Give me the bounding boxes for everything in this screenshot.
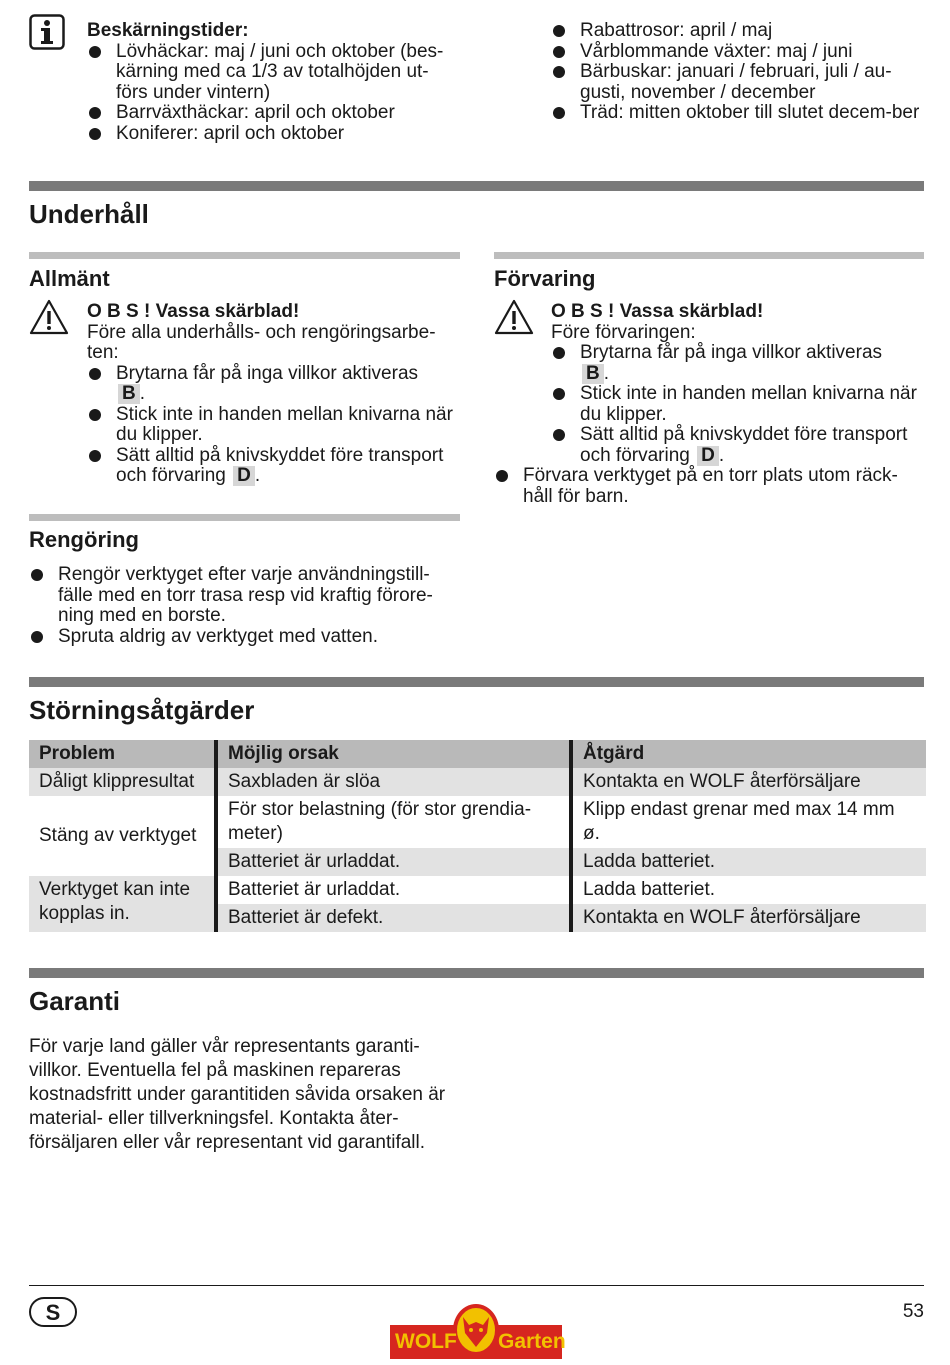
item-text: Sätt alltid på knivskyddet före transport och förvaring bbox=[580, 424, 908, 466]
item-text: Brytarna får på inga villkor aktiveras bbox=[580, 342, 883, 363]
forvaring-content bbox=[551, 302, 926, 466]
garanti-text: För varje land gäller vår representants garanti-villkor. Eventuella fel på maskinen repareras kostnadsfritt under garantitiden såvida orsaken är material- eller tillverkningsfel. Kontakta åter-försäljaren eller vår representant vid garantifall. bbox=[29, 1036, 446, 1153]
list-item: Rabattrosor: april / maj bbox=[551, 21, 926, 42]
cause-cell: För stor belastning (för stor grendia-meter) bbox=[216, 796, 571, 848]
subsection-title-rengoring: Rengöring bbox=[29, 527, 139, 552]
allmant-content bbox=[87, 302, 462, 487]
item-text: Sätt alltid på knivskyddet före transport och förvaring bbox=[116, 444, 444, 486]
forvaring-list bbox=[551, 343, 926, 466]
cause-cell: Batteriet är defekt. bbox=[216, 904, 571, 932]
action-cell: Kontakta en WOLF återförsäljare bbox=[571, 904, 926, 932]
list-item: Rengör verktyget efter varje användningstill-fälle med en torr trasa resp vid kraftig förore-ning med en borste. bbox=[29, 565, 462, 627]
warning-text: O B S ! Vassa skärblad! bbox=[551, 301, 764, 322]
section-rule bbox=[29, 968, 924, 978]
footer-rule bbox=[29, 1285, 924, 1286]
action-cell: Ladda batteriet. bbox=[571, 876, 926, 904]
warning-icon bbox=[494, 299, 534, 335]
table-row bbox=[29, 796, 926, 848]
language-badge bbox=[29, 1297, 77, 1327]
subsection-title-forvaring: Förvaring bbox=[494, 266, 596, 291]
figure-ref: D bbox=[697, 446, 719, 466]
logo-emblem bbox=[452, 1303, 500, 1357]
list-item: Förvara verktyget på en torr plats utom räck-håll för barn. bbox=[494, 466, 926, 507]
subsection-title-allmant: Allmänt bbox=[29, 266, 110, 291]
list-item: Koniferer: april och oktober bbox=[87, 124, 467, 145]
list-item: Vårblommande växter: maj / juni bbox=[551, 42, 926, 63]
problem-cell: Verktyget kan inte kopplas in. bbox=[29, 876, 216, 932]
pruning-times-left bbox=[87, 21, 467, 144]
section-rule bbox=[29, 677, 924, 687]
action-cell: Kontakta en WOLF återförsäljare bbox=[571, 768, 926, 796]
list-item: Barrväxthäckar: april och oktober bbox=[87, 103, 467, 124]
list-item: Lövhäckar: maj / juni och oktober (bes-kärning med ca 1/3 av totalhöjden ut-förs under vintern) bbox=[87, 42, 446, 104]
list-item: Spruta aldrig av verktyget med vatten. bbox=[29, 627, 462, 648]
list-item: Träd: mitten oktober till slutet decem-ber bbox=[551, 103, 926, 124]
logo-text-left: WOLF bbox=[395, 1330, 457, 1353]
problem-cell: Stäng av verktyget bbox=[39, 825, 197, 846]
cause-cell: Batteriet är urladdat. bbox=[216, 876, 571, 904]
forvaring-outer-list bbox=[494, 466, 926, 507]
cause-cell: Saxbladen är slöa bbox=[216, 768, 571, 796]
list-item: Bärbuskar: januari / februari, juli / au-gusti, november / december bbox=[551, 62, 926, 103]
cause-cell: Batteriet är urladdat. bbox=[216, 848, 571, 876]
list-item bbox=[551, 384, 926, 425]
rengoring-content bbox=[29, 565, 462, 647]
warning-icon bbox=[29, 299, 69, 335]
language-code: S bbox=[45, 1300, 61, 1325]
list-item: Sätt alltid på knivskyddet före transport och förvaring D . bbox=[87, 446, 462, 487]
column-header: Möjlig orsak bbox=[216, 740, 571, 768]
intro-text: Före alla underhålls- och rengöringsarbe-ten: bbox=[87, 321, 436, 363]
info-icon bbox=[29, 14, 65, 50]
section-title-underhall: Underhåll bbox=[29, 199, 149, 229]
section-rule bbox=[29, 181, 924, 191]
figure-ref: D bbox=[233, 466, 255, 486]
section-title-storning: Störningsåtgärder bbox=[29, 695, 255, 725]
logo-text-right: Garten bbox=[498, 1330, 566, 1353]
subsection-rule bbox=[494, 252, 924, 259]
subsection-rule bbox=[29, 514, 460, 521]
list-item: Brytarna får på inga villkor aktiveras B . bbox=[551, 343, 926, 384]
problem-cell: Dåligt klippresultat bbox=[29, 768, 216, 796]
subsection-rule bbox=[29, 252, 460, 259]
wolf-garten-logo bbox=[390, 1303, 566, 1359]
table-row bbox=[29, 876, 926, 904]
pruning-times-right bbox=[551, 21, 926, 124]
action-cell: Ladda batteriet. bbox=[571, 848, 926, 876]
figure-ref: B bbox=[582, 364, 604, 384]
pruning-list-right bbox=[551, 21, 926, 124]
table-row bbox=[29, 768, 926, 796]
allmant-list bbox=[87, 364, 462, 487]
forvaring-outer bbox=[494, 466, 926, 507]
column-header: Problem bbox=[29, 740, 216, 768]
list-item: Brytarna får på inga villkor aktiveras B . bbox=[87, 364, 462, 405]
item-text: Brytarna får på inga villkor aktiveras bbox=[116, 362, 419, 384]
warning-text: O B S ! Vassa skärblad! bbox=[87, 301, 300, 322]
item-text: Stick inte in handen mellan knivarna när du klipper. bbox=[580, 383, 917, 425]
pruning-list-left bbox=[87, 42, 467, 145]
pruning-times-heading: Beskärningstider: bbox=[87, 20, 249, 41]
figure-ref: B bbox=[118, 384, 140, 404]
column-header: Åtgärd bbox=[571, 740, 926, 768]
list-item: Sätt alltid på knivskyddet före transport och förvaring D . bbox=[551, 425, 926, 466]
item-text: Stick inte in handen mellan knivarna när du klipper. bbox=[116, 403, 453, 445]
action-cell: Klipp endast grenar med max 14 mm ø. bbox=[571, 796, 926, 848]
rengoring-list bbox=[29, 565, 462, 647]
page-number: 53 bbox=[902, 1301, 924, 1322]
list-item bbox=[87, 405, 462, 446]
table-header-row bbox=[29, 740, 926, 768]
intro-text: Före förvaringen: bbox=[551, 321, 696, 343]
section-title-garanti: Garanti bbox=[29, 986, 121, 1016]
troubleshooting-table bbox=[29, 740, 926, 932]
